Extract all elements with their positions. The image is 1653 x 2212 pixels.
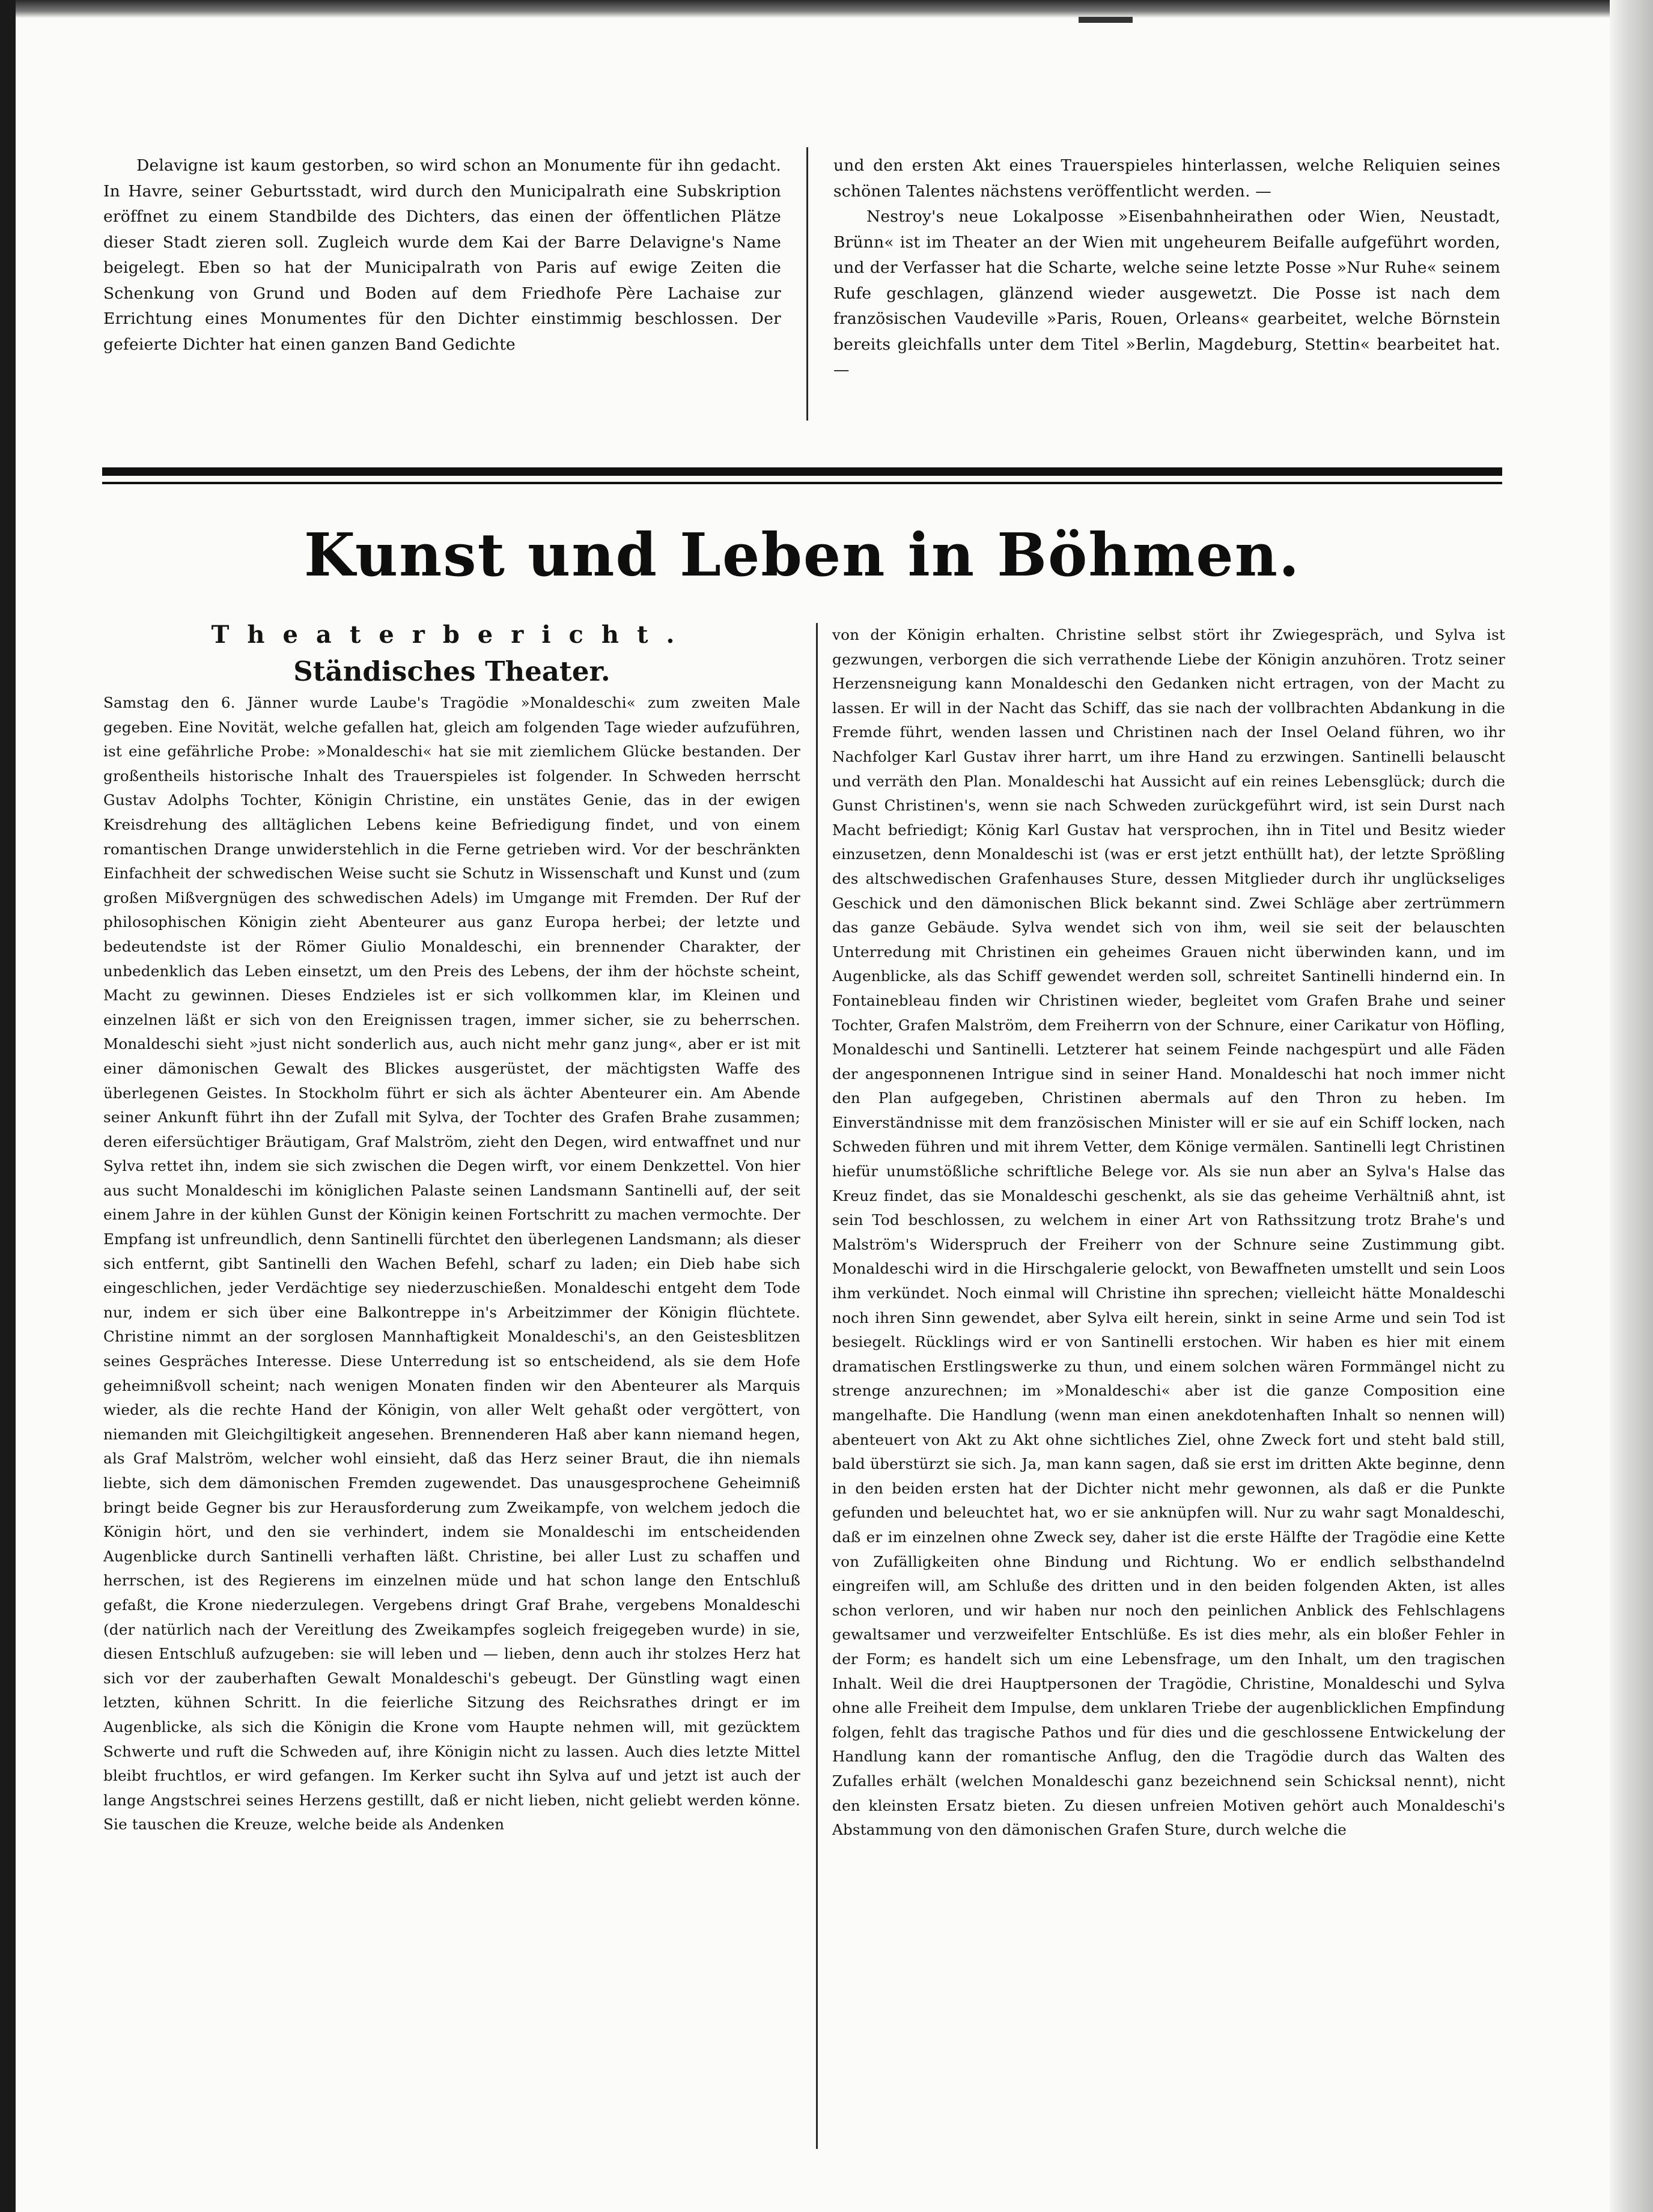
section-rule-thin [102, 482, 1502, 484]
scan-top-edge [0, 0, 1653, 18]
news-paragraph-continuation: und den ersten Akt eines Trauerspieles hinterlassen, welche Reliquien seines schönen Talentes nächstens veröffentlicht werden. — [833, 156, 1500, 201]
news-paragraph-delavigne: Delavigne ist kaum gestorben, so wird schon an Monumente für ihn gedacht. In Havre, seiner Geburtsstadt, wird durch den Municipalrath eine Subskription eröffnet zu einem Standbilde des Dichters, das einen der öffentlichen Plätze dieser Stadt zieren soll. Zugleich wurde dem Kai der Barre Delavigne's Name beigelegt. Eben so hat der Municipalrath von Paris auf ewige Zeiten die Schenkung von Grund und Boden auf dem Friedhofe Père Lachaise zur Errichtung eines Monumentes für den Dichter einstimmig beschlossen. Der gefeierte Dichter hat einen ganzen Band Gedichte [103, 156, 781, 354]
section-title: Kunst und Leben in Böhmen. [303, 521, 1301, 590]
news-column-left [103, 153, 781, 357]
column-divider-body [816, 623, 818, 2149]
news-paragraph-nestroy: Nestroy's neue Lokalposse »Eisenbahnheirathen oder Wien, Neustadt, Brünn« ist im Theater an der Wien mit ungeheurem Beifalle aufgeführt worden, und der Verfasser hat die Scharte, welche seine letzte Posse »Nur Ruhe« seinem Rufe geschlagen, glänzend wieder ausgewetzt. Die Posse ist nach dem französischen Vaudeville »Paris, Rouen, Orleans« gearbeitet, welche Börnstein bereits gleichfalls unter dem Titel »Berlin, Magdeburg, Stettin« bearbeitet hat. — [833, 207, 1500, 379]
article-subhead: Ständisches Theater. [293, 655, 610, 687]
news-column-right [833, 153, 1500, 383]
article-column-left [103, 691, 800, 1837]
column-divider-top [806, 147, 808, 421]
article-text-right: von der Königin erhalten. Christine selbst stört ihr Zwiegespräch, und Sylva ist gezwungen, verborgen die sich verrathende Liebe der Königin anzuhören. Trotz seiner Herzensneigung kann Monaldeschi den Gedanken nicht ertragen, von der Macht zu lassen. Er will in der Nacht das Schiff, das sie nach der vollbrachten Abdankung in die Fremde führt, wenden lassen und Christinen nach der Insel Oeland führen, wo ihr Nachfolger Karl Gustav ihrer harrt, um ihre Hand zu erzwingen. Santinelli belauscht und verräth den Plan. Monaldeschi hat Aussicht auf ein reines Lebensglück; durch die Gunst Christinen's, wenn sie nach Schweden zurückgeführt wird, ist sein Durst nach Macht befriedigt; König Karl Gustav hat versprochen, ihn in Titel und Besitz wieder einzusetzen, denn Monaldeschi ist (was er erst jetzt enthüllt hat), der letzte Sprößling des altschwedischen Grafenhauses Sture, dessen Mitglieder durch ihr unglückseliges Geschick und den dämonischen Blick bekannt sind. Zwei Schläge aber zertrümmern das ganze Gebäude. Sylva wendet sich von ihm, weil sie seit der belauschten Unterredung mit Christinen ein geheimes Grauen nicht überwinden kann, und im Augenblicke, als das Schiff gewendet werden soll, schreitet Santinelli hindernd ein. In Fontainebleau finden wir Christinen wieder, begleitet vom Grafen Brahe und seiner Tochter, Grafen Malström, dem Freiherrn von der Schnure, einer Carikatur von Höfling, Monaldeschi und Santinelli. Letzterer hat seinem Feinde nachgespürt und alle Fäden der angesponnenen Intrigue sind in seiner Hand. Monaldeschi hat noch immer nicht den Plan aufgegeben, Christinen abermals auf den Thron zu heben. Im Einverständnisse mit dem französischen Minister will er sie auf ein Schiff locken, nach Schweden führen und mit ihrem Vetter, dem Könige vermälen. Santinelli legt Christinen hiefür unumstößliche schriftliche Belege vor. Als sie nun aber an Sylva's Halse das Kreuz findet, das sie Monaldeschi geschenkt, als sie das geheime Verhältniß ahnt, ist sein Tod beschlossen, zu welchem in einer Art von Rathssitzung trotz Brahe's und Malström's Widerspruch der Freiherr von der Schnure seine Zustimmung gibt. Monaldeschi wird in die Hirschgalerie gelockt, von Bewaffneten umstellt und sein Loos ihm verkündet. Noch einmal will Christine ihn sprechen; vielleicht hätte Monaldeschi noch ihren Sinn gewendet, aber Sylva eilt herein, sinkt in seine Arme und sein Tod ist besiegelt. Rücklings wird er von Santinelli erstochen. Wir haben es hier mit einem dramatischen Erstlingswerke zu thun, und einem solchen wären Formmängel nicht zu strenge anzurechnen; im »Monaldeschi« aber ist die ganze Composition eine mangelhafte. Die Handlung (wenn man einen anekdotenhaften Inhalt so nennen will) abenteuert von Akt zu Akt ohne sichtliches Ziel, ohne Zweck fort und steht bald still, bald überstürzt sie sich. Ja, man kann sagen, daß sie erst im dritten Akte beginne, denn in den beiden ersten hat der Dichter nicht mehr gewonnen, als daß er die Punkte gefunden und beleuchtet hat, wo er sie anknüpfen will. Nur zu wahr sagt Monaldeschi, daß er im einzelnen ohne Zweck sey, daher ist die erste Hälfte der Tragödie eine Kette von Zufälligkeiten ohne Bindung und Richtung. Wo er endlich selbsthandelnd eingreifen will, am Schluße des dritten und in den beiden folgenden Akten, ist alles schon verloren, und wir haben nur noch den peinlichen Anblick des Fehlschlagens gewaltsamer und verzweifelter Entschlüße. Es ist dies mehr, als ein bloßer Fehler in der Form; es handelt sich um eine Lebensfrage, um den Inhalt, um den tragischen Inhalt. Weil die drei Hauptpersonen der Tragödie, Christine, Monaldeschi und Sylva ohne alle Freiheit dem Impulse, dem unklaren Triebe der augenblicklichen Empfindung folgen, fehlt das tragische Pathos und für dies und die geschlossene Entwickelung der Handlung kann der romantische Anflug, den die Tragödie durch das Walten des Zufalles erhält (welchen Monaldeschi ganz bezeichnend sein Schicksal nennt), nicht den kleinsten Ersatz bieten. Zu diesen unfreien Motiven gehört auch Monaldeschi's Abstammung von den dämonischen Grafen Sture, durch welche die [832, 626, 1505, 1839]
section-rule-thick [102, 467, 1502, 476]
article-text-left: Samstag den 6. Jänner wurde Laube's Tragödie »Monaldeschi« zum zweiten Male gegeben. Eine Novität, welche gefallen hat, gleich am folgenden Tage wieder aufzuführen, ist eine gefährliche Probe: »Monaldeschi« hat sie mit ziemlichem Glücke bestanden. Der großentheils historische Inhalt des Trauerspieles ist folgender. In Schweden herrscht Gustav Adolphs Tochter, Königin Christine, ein unstätes Genie, das in der ewigen Kreisdrehung des alltäglichen Lebens keine Befriedigung findet, und von einem romantischen Drange unwiderstehlich in die Ferne getrieben wird. Vor der beschränkten Einfachheit der schwedischen Weise sucht sie Schutz in Wissenschaft und Kunst und (zum großen Mißvergnügen des schwedischen Adels) im Umgange mit Fremden. Der Ruf der philosophischen Königin zieht Abenteurer aus ganz Europa herbei; der letzte und bedeutendste ist der Römer Giulio Monaldeschi, ein brennender Charakter, der unbedenklich das Leben einsetzt, um den Preis des Lebens, der ihm der höchste scheint, Macht zu gewinnen. Dieses Endzieles ist er sich vollkommen klar, im Kleinen und einzelnen läßt er sich von den Ereignissen tragen, immer sicher, sie zu beherrschen. Monaldeschi sieht »just nicht sonderlich aus, auch nicht mehr ganz jung«, aber er ist mit einer dämonischen Gewalt des Blickes ausgerüstet, der mächtigsten Waffe des überlegenen Geistes. In Stockholm führt er sich als ächter Abenteurer ein. Am Abende seiner Ankunft führt ihn der Zufall mit Sylva, der Tochter des Grafen Brahe zusammen; deren eifersüchtiger Bräutigam, Graf Malström, zieht den Degen, wird entwaffnet und nur Sylva rettet ihn, indem sie sich zwischen die Degen wirft, vor einem Denkzettel. Von hier aus sucht Monaldeschi im königlichen Palaste seinen Landsmann Santinelli auf, der seit einem Jahre in der kühlen Gunst der Königin keinen Fortschritt zu machen vermochte. Der Empfang ist unfreundlich, denn Santinelli fürchtet den überlegenen Landsmann; als dieser sich entfernt, gibt Santinelli den Wachen Befehl, scharf zu laden; ein Dieb habe sich eingeschlichen, jeder Verdächtige sey niederzuschießen. Monaldeschi entgeht dem Tode nur, indem er sich über eine Balkontreppe in's Arbeitzimmer der Königin flüchtete. Christine nimmt an der sorglosen Mannhaftigkeit Monaldeschi's, an den Geistesblitzen seines Gespräches Interesse. Diese Unterredung ist so entscheidend, als sie dem Hofe geheimnißvoll scheint; nach wenigen Monaten finden wir den Abenteurer als Marquis wieder, als die rechte Hand der Königin, von aller Welt gehaßt oder vergöttert, von niemanden mit Gleichgiltigkeit angesehen. Brennenderen Haß aber kann niemand hegen, als Graf Malström, welcher wohl einsieht, daß das Herz seiner Braut, die ihn niemals liebte, sich dem dämonischen Fremden zugewendet. Das unausgesprochene Geheimniß bringt beide Gegner bis zur Herausforderung zum Zweikampfe, von welchem jedoch die Königin hört, und den sie verhindert, indem sie Monaldeschi im entscheidenden Augenblicke durch Santinelli verhaften läßt. Christine, bei aller Lust zu schaffen und herrschen, ist des Regierens im einzelnen müde und hat schon lange den Entschluß gefaßt, die Krone niederzulegen. Vergebens dringt Graf Brahe, vergebens Monaldeschi (der natürlich nach der Vereitlung des Zweikampfes sogleich freigegeben wurde) in sie, diesen Entschluß aufzugeben: sie will leben und — lieben, denn auch ihr stolzes Herz hat sich vor der zauberhaften Gewalt Monaldeschi's gebeugt. Der Günstling wagt einen letzten, kühnen Schritt. In die feierliche Sitzung des Reichsrathes dringt er im Augenblicke, als sich die Königin die Krone vom Haupte nehmen will, mit gezücktem Schwerte und ruft die Schweden auf, ihre Königin nicht zu lassen. Auch dies letzte Mittel bleibt fruchtlos, er wird gefangen. Im Kerker sucht ihn Sylva auf und jetzt ist auch der lange Angstschrei seines Herzens gestillt, daß er nicht lieben, nicht geliebt werden könne. Sie tauschen die Kreuze, welche beide als Andenken [103, 694, 800, 1834]
article-column-right [832, 623, 1505, 1843]
scan-left-edge [0, 0, 16, 2212]
article-kicker: Theaterbericht. [211, 621, 693, 649]
scan-right-edge [1610, 0, 1653, 2212]
scan-mark [1079, 17, 1133, 23]
